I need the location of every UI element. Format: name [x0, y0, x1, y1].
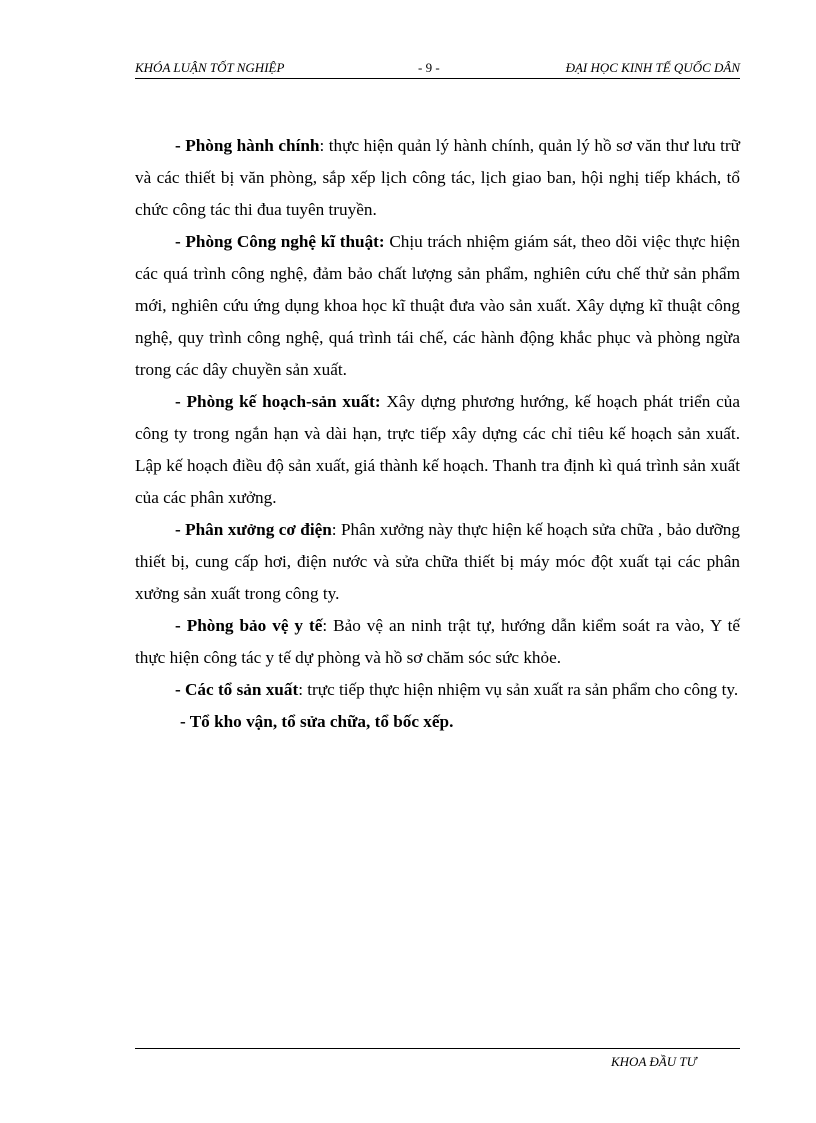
term-description: : Bảo vệ an ninh trật tự, hướng dẫn kiểm soát ra vào, Y tế thực hiện công tác y tế dự phòng và hồ sơ chăm sóc sức khỏe.: [135, 616, 740, 667]
term-label: - Tổ kho vận, tổ sửa chữa, tổ bốc xếp.: [180, 712, 454, 731]
term-label: - Phòng hành chính: [175, 136, 320, 155]
paragraph-phong-hanh-chinh: [135, 130, 740, 226]
header-university: ĐẠI HỌC KINH TẾ QUỐC DÂN: [565, 60, 740, 75]
term-description: : trực tiếp thực hiện nhiệm vụ sản xuất ra sản phẩm cho công ty.: [298, 680, 739, 699]
footer-divider: [135, 1048, 740, 1049]
footer-department: KHOA ĐẦU TƯ: [611, 1054, 697, 1069]
term-label: - Các tổ sản xuất: [175, 680, 299, 699]
term-label: - Phòng bảo vệ y tế: [175, 616, 323, 635]
term-description: Xây dựng phương hướng, kế hoạch phát triển của công ty trong ngắn hạn và dài hạn, trực tiếp xây dựng các chỉ tiêu kế hoạch sản xuất. Lập kế hoạch điều độ sản xuất, giá thành kế hoạch. Thanh tra định kì quá trình sản xuất của các phân xưởng.: [135, 392, 740, 507]
paragraph-phong-ke-hoach-san-xuat: [135, 386, 740, 514]
paragraph-phan-xuong-co-dien: [135, 514, 740, 610]
term-description: : Phân xưởng này thực hiện kế hoạch sửa chữa , bảo dưỡng thiết bị, cung cấp hơi, điện nước và sửa chữa thiết bị máy móc đột xuất tại các phân xưởng sản xuất trong công ty.: [135, 520, 740, 603]
paragraph-phong-bao-ve-y-te: [135, 610, 740, 674]
term-description: Chịu trách nhiệm giám sát, theo dõi việc thực hiện các quá trình công nghệ, đảm bảo chất lượng sản phẩm, nghiên cứu chế thử sản phẩm mới, nghiên cứu ứng dụng khoa học kĩ thuật đưa vào sản xuất. Xây dựng kĩ thuật công nghệ, quy trình công nghệ, quá trình tái chế, các hành động khắc phục và phòng ngừa trong các dây chuyền sản xuất.: [135, 232, 740, 379]
paragraph-to-kho-van: [135, 706, 740, 738]
term-label: - Phân xưởng cơ điện: [175, 520, 332, 539]
paragraph-phong-cong-nghe-ki-thuat: [135, 226, 740, 386]
term-description: : thực hiện quản lý hành chính, quản lý hồ sơ văn thư lưu trữ và các thiết bị văn phòng, sắp xếp lịch công tác, lịch giao ban, hội nghị tiếp khách, tổ chức công tác thi đua tuyên truyền.: [135, 136, 740, 219]
term-label: - Phòng kế hoạch-sản xuất:: [175, 392, 381, 411]
document-body: [135, 130, 740, 738]
term-label: - Phòng Công nghệ kĩ thuật:: [175, 232, 385, 251]
paragraph-cac-to-san-xuat: [135, 674, 740, 706]
header-page-number: - 9 -: [418, 60, 440, 75]
page-header: [135, 58, 740, 79]
header-thesis-title: KHÓA LUẬN TỐT NGHIỆP: [135, 60, 285, 75]
